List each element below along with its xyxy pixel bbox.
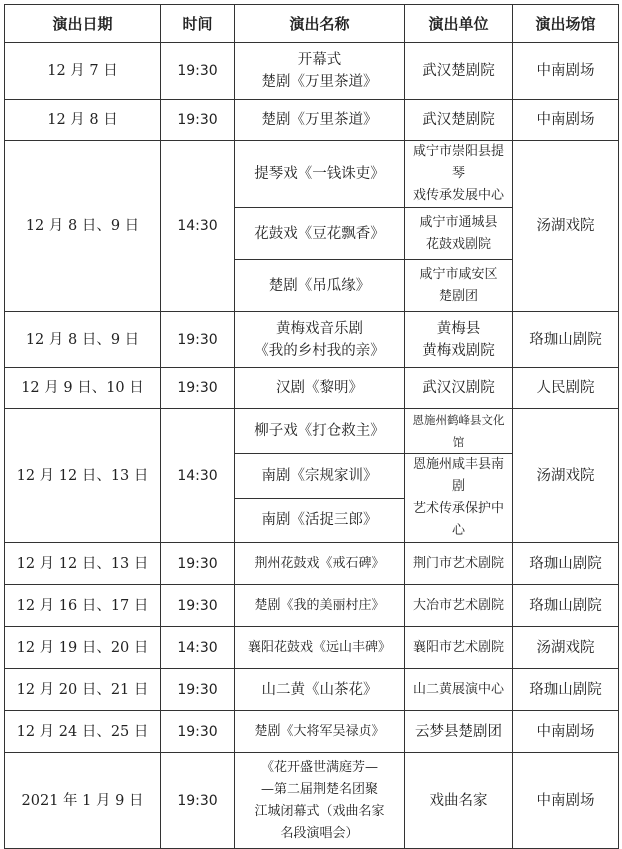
cell-date: 12 月 8 日、9 日	[5, 141, 161, 312]
cell-name: 襄阳花鼓戏《远山丰碑》	[235, 627, 405, 669]
cell-name: 南剧《活捉三郎》	[235, 498, 405, 543]
unit-line: 艺术传承保护中心	[412, 501, 504, 538]
cell-date: 12 月 19 日、20 日	[5, 627, 161, 669]
cell-unit: 荆门市艺术剧院	[405, 543, 513, 585]
unit-line: 楚剧团	[438, 288, 478, 304]
cell-name	[235, 753, 405, 849]
unit-line: 黄梅戏剧院	[422, 342, 495, 359]
performance-schedule-table	[4, 4, 619, 849]
cell-unit: 武汉楚剧院	[405, 100, 513, 141]
cell-unit: 大冶市艺术剧院	[405, 585, 513, 627]
name-line: 名段演唱会）	[280, 825, 359, 841]
cell-name	[235, 312, 405, 368]
cell-name: 楚剧《我的美丽村庄》	[235, 585, 405, 627]
cell-date: 2021 年 1 月 9 日	[5, 753, 161, 849]
cell-time: 19:30	[161, 753, 235, 849]
table-row	[5, 368, 619, 409]
cell-name: 山二黄《山茶花》	[235, 669, 405, 711]
table-row	[5, 753, 619, 849]
cell-time: 19:30	[161, 368, 235, 409]
cell-venue: 中南剧场	[513, 753, 619, 849]
cell-name: 楚剧《大将军吴禄贞》	[235, 711, 405, 753]
cell-time: 19:30	[161, 100, 235, 141]
cell-name: 楚剧《万里茶道》	[235, 100, 405, 141]
cell-time: 19:30	[161, 312, 235, 368]
name-line: 楚剧《万里茶道》	[261, 74, 378, 90]
cell-date: 12 月 8 日、9 日	[5, 312, 161, 368]
cell-unit: 戏曲名家	[405, 753, 513, 849]
cell-unit	[405, 312, 513, 368]
name-line: 黄梅戏音乐剧	[276, 320, 363, 337]
cell-date: 12 月 8 日	[5, 100, 161, 141]
cell-venue: 汤湖戏院	[513, 409, 619, 543]
cell-name: 南剧《宗规家训》	[235, 454, 405, 499]
cell-date: 12 月 12 日、13 日	[5, 409, 161, 543]
cell-venue: 珞珈山剧院	[513, 543, 619, 585]
header-unit: 演出单位	[405, 5, 513, 43]
name-line: 《我的乡村我的亲》	[254, 342, 385, 359]
cell-venue: 人民剧院	[513, 368, 619, 409]
cell-time: 14:30	[161, 141, 235, 312]
cell-time: 19:30	[161, 669, 235, 711]
unit-line: 咸宁市咸安区	[419, 266, 498, 282]
table-row	[5, 312, 619, 368]
cell-date: 12 月 7 日	[5, 43, 161, 100]
cell-time: 14:30	[161, 409, 235, 543]
table-row	[5, 711, 619, 753]
cell-venue: 汤湖戏院	[513, 141, 619, 312]
table-row	[5, 43, 619, 100]
name-line: 江城闭幕式（戏曲名家	[254, 803, 385, 819]
cell-venue: 珞珈山剧院	[513, 585, 619, 627]
table-row	[5, 543, 619, 585]
table-row	[5, 585, 619, 627]
cell-unit	[405, 454, 513, 543]
unit-line: 咸宁市崇阳县提琴	[412, 144, 504, 181]
cell-name: 楚剧《吊瓜缘》	[235, 260, 405, 312]
table-body	[5, 43, 619, 849]
cell-time: 19:30	[161, 43, 235, 100]
cell-venue: 中南剧场	[513, 711, 619, 753]
cell-unit: 山二黄展演中心	[405, 669, 513, 711]
table-row	[5, 141, 619, 208]
unit-line: 戏传承发展中心	[412, 188, 504, 203]
header-date: 演出日期	[5, 5, 161, 43]
table-row	[5, 669, 619, 711]
cell-name: 荆州花鼓戏《戒石碑》	[235, 543, 405, 585]
cell-name: 汉剧《黎明》	[235, 368, 405, 409]
table-header	[5, 5, 619, 43]
unit-line: 花鼓戏剧院	[425, 236, 491, 252]
header-time: 时间	[161, 5, 235, 43]
table-row	[5, 627, 619, 669]
cell-name	[235, 43, 405, 100]
cell-venue: 中南剧场	[513, 100, 619, 141]
cell-unit	[405, 141, 513, 208]
cell-time: 19:30	[161, 711, 235, 753]
cell-name: 柳子戏《打仓救主》	[235, 409, 405, 454]
cell-name: 花鼓戏《豆花飘香》	[235, 208, 405, 260]
cell-date: 12 月 9 日、10 日	[5, 368, 161, 409]
table-row	[5, 409, 619, 454]
cell-unit: 恩施州鹤峰县文化馆	[405, 409, 513, 454]
cell-date: 12 月 20 日、21 日	[5, 669, 161, 711]
unit-line: 恩施州咸丰县南剧	[412, 457, 504, 494]
cell-date: 12 月 24 日、25 日	[5, 711, 161, 753]
cell-name: 提琴戏《一钱诛吏》	[235, 141, 405, 208]
cell-time: 19:30	[161, 585, 235, 627]
cell-unit	[405, 260, 513, 312]
cell-unit: 武汉楚剧院	[405, 43, 513, 100]
cell-date: 12 月 16 日、17 日	[5, 585, 161, 627]
table-row	[5, 100, 619, 141]
header-venue: 演出场馆	[513, 5, 619, 43]
cell-venue: 珞珈山剧院	[513, 312, 619, 368]
name-line: 《花开盛世满庭芳—	[260, 759, 378, 775]
cell-time: 19:30	[161, 543, 235, 585]
unit-line: 黄梅县	[436, 320, 481, 337]
unit-line: 咸宁市通城县	[419, 214, 498, 230]
cell-unit: 武汉汉剧院	[405, 368, 513, 409]
name-line: —第二届荆楚名团聚	[260, 781, 378, 797]
cell-time: 14:30	[161, 627, 235, 669]
cell-unit: 云梦县楚剧团	[405, 711, 513, 753]
cell-venue: 中南剧场	[513, 43, 619, 100]
cell-unit	[405, 208, 513, 260]
cell-unit: 襄阳市艺术剧院	[405, 627, 513, 669]
cell-venue: 汤湖戏院	[513, 627, 619, 669]
cell-date: 12 月 12 日、13 日	[5, 543, 161, 585]
name-line: 开幕式	[297, 52, 342, 68]
cell-venue: 珞珈山剧院	[513, 669, 619, 711]
header-row	[5, 5, 619, 43]
header-name: 演出名称	[235, 5, 405, 43]
